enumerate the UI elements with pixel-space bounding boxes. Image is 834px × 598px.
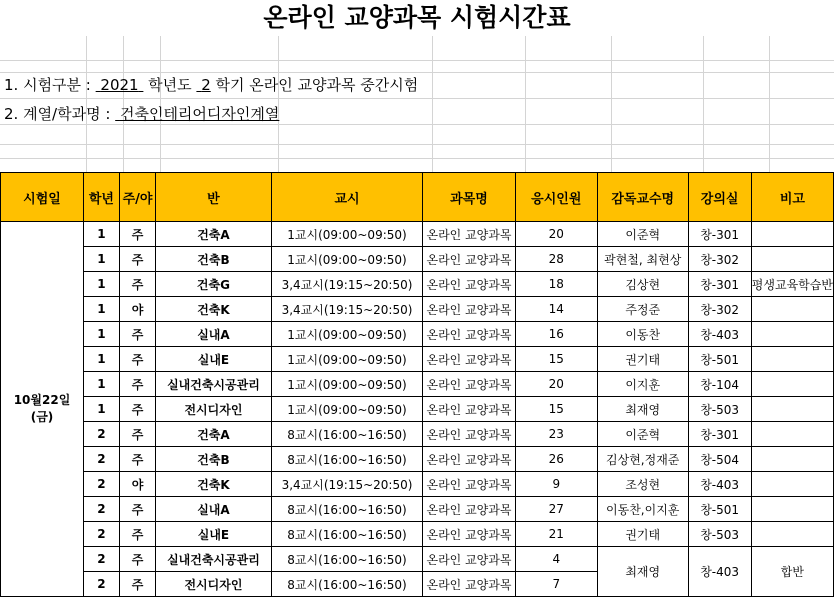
table-header-row [1,173,834,222]
exam-type-suffix: 학기 온라인 교양과목 중간시험 [210,76,419,94]
classroom-cell: 창-302 [688,297,751,322]
proctor-cell: 이준혁 [597,422,688,447]
proctor-cell: 권기태 [597,522,688,547]
period-cell: 3,4교시(19:15~20:50) [271,297,423,322]
grade-cell: 2 [84,522,120,547]
grade-cell: 1 [84,322,120,347]
remarks-cell: 합반 [751,547,833,597]
remarks-cell [751,472,833,497]
class-cell: 실내건축시공관리 [156,372,271,397]
class-cell: 실내A [156,497,271,522]
remarks-cell: 평생교육학습반 [751,272,833,297]
subject-cell: 온라인 교양과목 [423,397,515,422]
classroom-cell: 창-302 [688,247,751,272]
table-row [1,447,834,472]
class-cell: 전시디자인 [156,572,271,597]
period-cell: 1교시(09:00~09:50) [271,247,423,272]
classroom-cell: 창-501 [688,347,751,372]
examinee-count-cell: 15 [515,397,597,422]
class-cell: 건축B [156,447,271,472]
proctor-cell: 이동찬 [597,322,688,347]
exam-year: 2021 [100,76,139,94]
table-row [1,247,834,272]
exam-date: 10월22일 [13,393,71,407]
period-cell: 8교시(16:00~16:50) [271,497,423,522]
day-night-cell: 야 [119,297,155,322]
examinee-count-cell: 4 [515,547,597,572]
class-cell: 전시디자인 [156,397,271,422]
period-cell: 1교시(09:00~09:50) [271,372,423,397]
table-row [1,272,834,297]
exam-semester: 2 [201,76,211,94]
classroom-cell: 창-503 [688,397,751,422]
day-night-cell: 주 [119,397,155,422]
day-night-cell: 주 [119,347,155,372]
grade-cell: 2 [84,547,120,572]
table-row [1,222,834,247]
exam-type-line [4,75,418,95]
remarks-cell [751,297,833,322]
grade-cell: 1 [84,372,120,397]
grid-line [432,36,433,172]
header-grade: 학년 [84,173,120,222]
day-night-cell: 주 [119,447,155,472]
classroom-cell: 창-104 [688,372,751,397]
header-day-night: 주/야 [119,173,155,222]
period-cell: 1교시(09:00~09:50) [271,222,423,247]
period-cell: 3,4교시(19:15~20:50) [271,272,423,297]
remarks-cell [751,247,833,272]
remarks-cell [751,422,833,447]
exam-type-label: 1. 시험구분 : [4,76,96,94]
classroom-cell: 창-503 [688,522,751,547]
examinee-count-cell: 16 [515,322,597,347]
classroom-cell: 창-301 [688,422,751,447]
examinee-count-cell: 21 [515,522,597,547]
classroom-cell: 창-501 [688,497,751,522]
grade-cell: 2 [84,447,120,472]
header-remarks: 비고 [751,173,833,222]
examinee-count-cell: 15 [515,347,597,372]
examinee-count-cell: 9 [515,472,597,497]
day-night-cell: 주 [119,422,155,447]
proctor-cell: 김상현,정재준 [597,447,688,472]
grade-cell: 2 [84,497,120,522]
class-cell: 건축G [156,272,271,297]
subject-cell: 온라인 교양과목 [423,522,515,547]
classroom-cell: 창-403 [688,472,751,497]
header-period: 교시 [271,173,423,222]
subject-cell: 온라인 교양과목 [423,372,515,397]
grade-cell: 2 [84,422,120,447]
table-row [1,547,834,572]
period-cell: 8교시(16:00~16:50) [271,422,423,447]
grade-cell: 2 [84,472,120,497]
class-cell: 건축B [156,247,271,272]
examinee-count-cell: 28 [515,247,597,272]
subject-cell: 온라인 교양과목 [423,422,515,447]
day-night-cell: 주 [119,497,155,522]
header-class: 반 [156,173,271,222]
proctor-cell: 이준혁 [597,222,688,247]
day-night-cell: 주 [119,322,155,347]
exam-schedule-table [0,172,834,597]
proctor-cell: 권기태 [597,347,688,372]
department-name: 건축인테리어디자인계열 [119,105,280,123]
examinee-count-cell: 14 [515,297,597,322]
grade-cell: 1 [84,272,120,297]
class-cell: 건축K [156,297,271,322]
grade-cell: 1 [84,397,120,422]
grid-line [525,36,526,172]
examinee-count-cell: 7 [515,572,597,597]
header-proctor: 감독교수명 [597,173,688,222]
remarks-cell [751,397,833,422]
grade-cell: 1 [84,297,120,322]
subject-cell: 온라인 교양과목 [423,547,515,572]
table-row [1,472,834,497]
examinee-count-cell: 23 [515,422,597,447]
subject-cell: 온라인 교양과목 [423,447,515,472]
subject-cell: 온라인 교양과목 [423,247,515,272]
department-line [4,104,279,124]
subject-cell: 온라인 교양과목 [423,272,515,297]
classroom-cell: 창-403 [688,322,751,347]
classroom-cell: 창-403 [688,547,751,597]
proctor-cell: 이지훈 [597,372,688,397]
department-label: 2. 계열/학과명 : [4,105,116,123]
day-night-cell: 주 [119,247,155,272]
day-night-cell: 주 [119,522,155,547]
day-night-cell: 주 [119,572,155,597]
period-cell: 3,4교시(19:15~20:50) [271,472,423,497]
examinee-count-cell: 26 [515,447,597,472]
day-night-cell: 주 [119,372,155,397]
period-cell: 1교시(09:00~09:50) [271,322,423,347]
table-row [1,297,834,322]
class-cell: 건축A [156,222,271,247]
remarks-cell [751,347,833,372]
examinee-count-cell: 20 [515,372,597,397]
proctor-cell: 최재영 [597,397,688,422]
subject-cell: 온라인 교양과목 [423,497,515,522]
remarks-cell [751,322,833,347]
subject-cell: 온라인 교양과목 [423,297,515,322]
table-row [1,397,834,422]
header-subject: 과목명 [423,173,515,222]
remarks-cell [751,497,833,522]
header-examinee-count: 응시인원 [515,173,597,222]
day-night-cell: 주 [119,547,155,572]
period-cell: 8교시(16:00~16:50) [271,522,423,547]
day-night-cell: 주 [119,222,155,247]
grade-cell: 1 [84,347,120,372]
class-cell: 실내건축시공관리 [156,547,271,572]
examinee-count-cell: 18 [515,272,597,297]
period-cell: 8교시(16:00~16:50) [271,572,423,597]
class-cell: 실내A [156,322,271,347]
exam-date-cell [1,222,84,597]
table-row [1,522,834,547]
remarks-cell [751,222,833,247]
period-cell: 1교시(09:00~09:50) [271,397,423,422]
header-classroom: 강의실 [688,173,751,222]
period-cell: 8교시(16:00~16:50) [271,447,423,472]
day-night-cell: 야 [119,472,155,497]
classroom-cell: 창-301 [688,222,751,247]
examinee-count-cell: 27 [515,497,597,522]
subject-cell: 온라인 교양과목 [423,322,515,347]
subject-cell: 온라인 교양과목 [423,572,515,597]
classroom-cell: 창-504 [688,447,751,472]
header-exam-date: 시험일 [1,173,84,222]
remarks-cell [751,372,833,397]
period-cell: 8교시(16:00~16:50) [271,547,423,572]
table-row [1,322,834,347]
proctor-cell: 조성현 [597,472,688,497]
class-cell: 건축A [156,422,271,447]
grid-line [769,36,770,172]
grid-line [611,36,612,172]
period-cell: 1교시(09:00~09:50) [271,347,423,372]
grid-line [703,36,704,172]
subject-cell: 온라인 교양과목 [423,472,515,497]
remarks-cell [751,522,833,547]
class-cell: 건축K [156,472,271,497]
subject-cell: 온라인 교양과목 [423,347,515,372]
table-row [1,422,834,447]
grade-cell: 2 [84,572,120,597]
proctor-cell: 주정준 [597,297,688,322]
grade-cell: 1 [84,222,120,247]
grade-cell: 1 [84,247,120,272]
table-row [1,497,834,522]
table-row [1,372,834,397]
day-night-cell: 주 [119,272,155,297]
remarks-cell [751,447,833,472]
class-cell: 실내E [156,347,271,372]
examinee-count-cell: 20 [515,222,597,247]
page-title: 온라인 교양과목 시험시간표 [0,0,834,36]
table-row [1,347,834,372]
exam-weekday: (금) [30,410,54,424]
subject-cell: 온라인 교양과목 [423,222,515,247]
classroom-cell: 창-301 [688,272,751,297]
year-suffix: 학년도 [143,76,197,94]
class-cell: 실내E [156,522,271,547]
proctor-cell: 최재영 [597,547,688,597]
proctor-cell: 김상현 [597,272,688,297]
proctor-cell: 이동찬,이지훈 [597,497,688,522]
proctor-cell: 곽현철, 최현상 [597,247,688,272]
